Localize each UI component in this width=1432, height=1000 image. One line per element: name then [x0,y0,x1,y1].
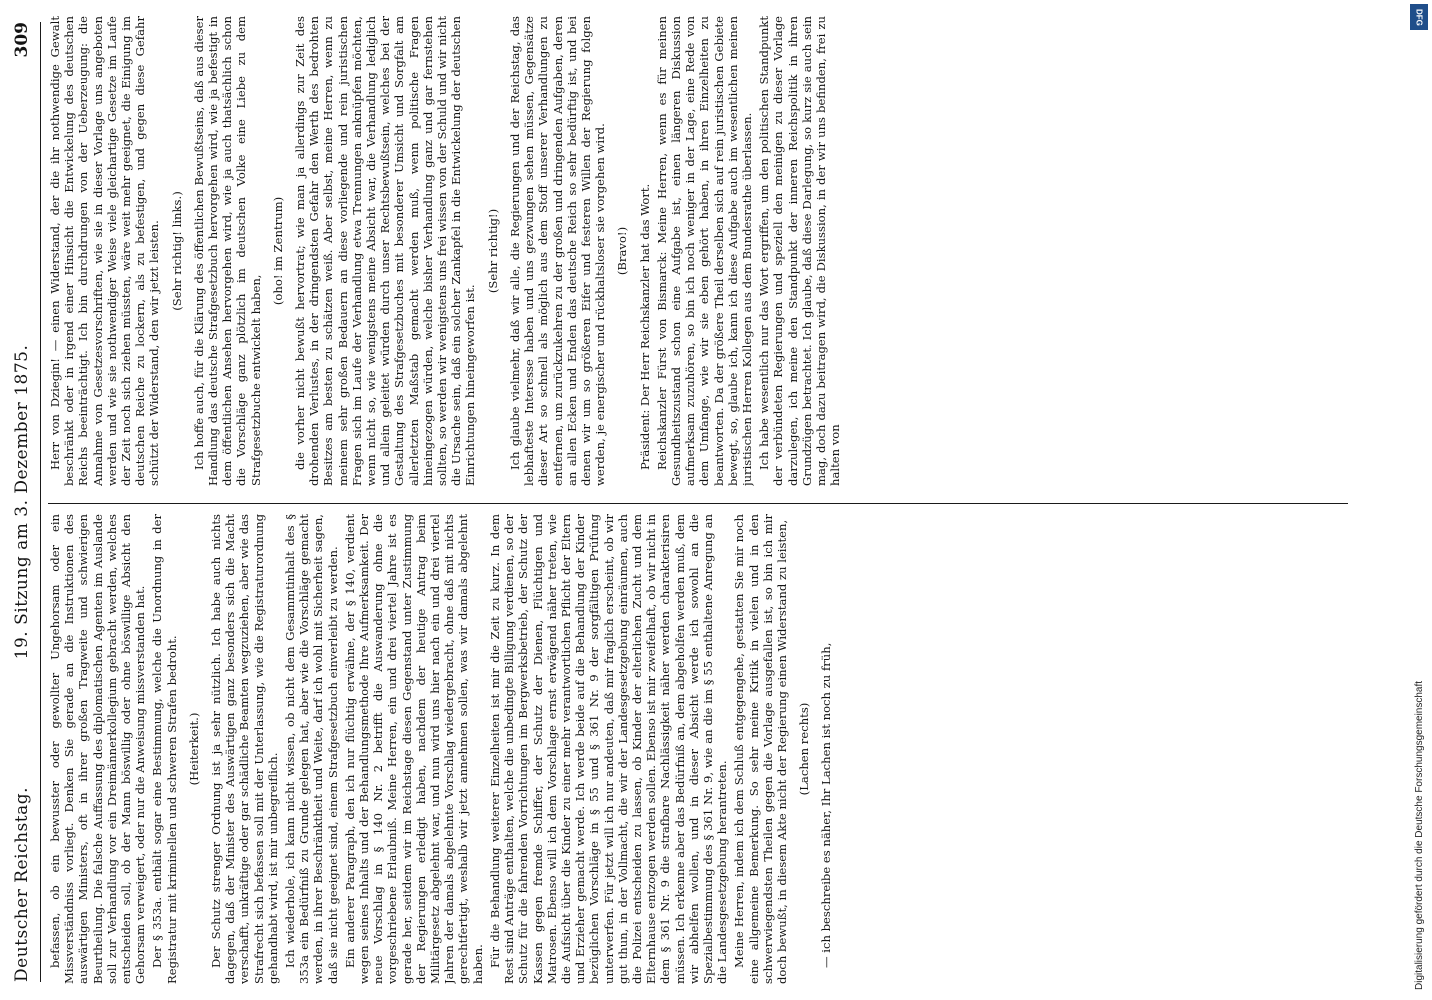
text-column-right [48,16,1348,486]
right-paragraph: Präsident: Der Herr Reichskanzler hat das Wort. [637,183,652,470]
header-session-date: 19. Sitzung am 3. Dezember 1875. [12,344,32,660]
right-paragraph: Ich glaube vielmehr, daß wir alle, die Regierungen und der Reichstag, das lebhafteste Interesse haben und uns gezwungen sehen müssen, Gegensätze dieser Art so schnell als möglich aus dem Stoff unserer Verhandlungen zu entfernen, um zurückzukehren zu der großen und dringenden Aufgaben, deren an allen Ecken und Enden das deutsche Reich so sehr bedürftig ist, und bei denen wir um so größeren Eifer und festeren Willen der Regierung folgen werden, je energischer und rückhaltsloser sie vorgehen wird. [507,16,608,486]
right-paragraph: Ich hoffe auch, für die Klärung des öffentlichen Bewußtseins, daß aus dieser Handlung das deutsche Strafgesetzbuch hervorgehen wird, wie ja befestigt in dem öffentlichen Ansehen hervorgehen wird, wie ja auch thatsächlich schon die Vorschläge ganz plötzlich im deutschen Volke eine Liebe zu dem Strafgesetzbuche entwickelt haben, [191,16,263,486]
left-paragraph: Für die Behandlung weiterer Einzelheiten ist mir die Zeit zu kurz. In dem Rest sind Anträge enthalten, welche die unbedingte Billigung verdienen, so der Schutz für die fahrenden Vorrichtungen im Bergwerksbetrieb, der Schutz der Kassen gegen fremde Schiffer, der Schutz der Dienen, Flüchtigen und Matrosen. Ebenso will ich dem Vorschlage ernst erwägend näher treten, wie die Aufsicht über die Kinder zu einer mehr verantwortlichen Pflicht der Eltern und Erzieher gemacht werde. Ich werde beide auf die Behandlung der Kinder bezüglichen Vorschläge in § 55 und § 361 Nr. 9 der sorgfältigen Prüfung unterwerfen. Für jetzt will ich nur andeuten, daß mir fraglich erscheint, ob wir gut thun, in der Vollmacht, die wir der Landesgesetzgebung einräumen, auch die Polizei entscheiden zu lassen, ob Kinder der elterlichen Zucht und dem Elternhause entzogen werden sollen. Ebenso ist mir zweifelhaft, ob wir nicht in dem § 361 Nr. 9 die strafbare Nachlässigkeit näher werden charakterisiren müssen. Ich erkenne aber das Bedürfniß an, dem abgeholfen werden muß, dem wir abhelfen wollen, und in dieser Absicht werde ich sowohl an die Spezialbestimmung des § 361 Nr. 9, wie an die im § 55 enthaltene Anregung an die Landesgesetzgebung herantreten. [487,514,730,984]
right-paragraph: Ich habe wesentlich nur das Wort ergriffen, um den politischen Standpunkt der verbündeten Regierungen und speziell den meinigen zu dieser Vorlage darzulegen, ich meine den Standpunkt der inneren Reichspolitik in ihren Grundzügen betrachtet. Ich glaube, daß diese Darlegung, so kurz sie auch sein mag, doch dazu beitragen wird, die Diskussion, in der wir uns befinden, frei zu halten von [757,16,843,486]
running-header [6,22,41,982]
left-interjection: (Lachen rechts) [797,702,812,796]
left-paragraph: Ein anderer Paragraph, den ich nur flüchtig erwähne, der § 140, verdient wegen seines Inhalts und der Behandlungsmethode Ihre Aufmerksamkeit. Der neue Vorschlag in § 140 Nr. 2 betrifft die Auswanderung ohne die vorgeschriebene Erlaubniß. Meine Herren, ein und drei viertel Jahre ist es gerade her, seitdem wir im Reichstage diesen Gegenstand unter Zustimmung der Regierungen erledigt haben, nachdem der heutige Antrag beim Militärgesetz abgelehnt war, und nun wird uns hier nach ein und drei viertel Jahren der damals abgelehnte Vorschlag wiedergebracht, ohne daß mit nichts gerechtfertigt, weshalb wir jetzt annehmen sollen, was wir damals abgelehnt haben. [342,514,485,984]
left-paragraph: Meine Herren, indem ich dem Schluß entgegengehe, gestatten Sie mir noch eine allgemeine Bemerkung. So sehr meine Kritik in vielen und in den schwerwiegendsten Theilen gegen die Vorlage ausgefallen ist, so bin ich mir doch bewußt, in diesem Akte nicht der Regierung einen Widerstand zu leisten, [732,514,789,984]
right-paragraph: Herr von Dziegin! — einen Widerstand, der die ihr nothwendige Gewalt beschränkt oder in irgend einer Hinsicht die Entwickelung des deutschen Reichs beeinträchtigt. Ich bin durchdrungen von der Ueberzeugung: die Annahme von Gesetzesvorschriften, wie sie in dieser Vorlage uns angeboten werden und wie sie nothwendiger Weise viele gleichartige Gesetze im Laufe der Zeit noch sich ziehen müssten, wäre weit mehr geeignet, die Einigung im deutschen Reiche zu lockern, als zu befestigen, und gegen diese Gefahr schützt der Widerstand, den wir jetzt leisten. [48,16,162,486]
right-interjection: (Sehr richtig! links.) [169,191,184,311]
credit-text: Digitalisierung gefördert durch die Deutsche Forschungsgemeinschaft [1414,680,1425,990]
left-paragraph: Ich wiederhole, ich kann nicht wissen, ob nicht dem Gesammtinhalt des § 353a ein Bedürfniß zu Grunde gelegen hat, aber wie die Vorschläge gemacht werden, in ihrer Beschränktheit und Weite, darf ich wohl mit Sicherheit sagen, daß sie nicht geeignet sind, einem Strafgesetzbuch einverleibt zu werden. [283,514,340,984]
column-divider [48,503,1348,504]
text-column-left [48,514,1348,984]
digitization-credit [1408,0,1430,1000]
left-paragraph: — ich beschreibe es näher, Ihr Lachen ist noch zu früh, [819,642,834,968]
right-paragraph: Reichskanzler Fürst von Bismarck: Meine Herren, wenn es für meinen Gesundheitszustand schon eine Aufgabe ist, einen längeren Diskussion aufmerksam zuzuhören, so bin ich noch weniger in der Lage, eine Rede von dem Umfange, wie wir sie eben gehört haben, in ihren Einzelheiten zu beantworten. Da der größere Theil derselben sich auf rein juristischen Gebiete bewegt, so, glaube ich, kann ich diese Aufgabe auch im wesentlichen meinen juristischen Herren Kollegen aus dem Bundesrathe überlassen. [654,16,754,486]
left-interjection: (Heiterkeit.) [186,712,201,786]
page-number: 309 [12,22,32,58]
left-paragraph: Der Schutz strenger Ordnung ist ja sehr nützlich. Ich habe auch nichts dagegen, daß der Minister des Auswärtigen ganz besonders sich die Macht verschafft, unkräftige oder gar schädliche Beamten wegzuziehen, aber wie das Strafrecht sich befassen soll mit der Unterlassung, wie die Registraturordnung gehandhabt wird, ist mir unbegreiflich. [209,514,280,984]
right-interjection: (oho! im Zentrum) [270,196,285,306]
right-paragraph: die vorher nicht bewußt hervortrat; wie man ja allerdings zur Zeit des drohenden Verlustes, in der dringendsten Gefahr den Werth des bedrohten Besitzes am besten zu schätzen weiß. Aber selbst, meine Herren, wenn zu meinem sehr großen Bedauern an diese vorliegende und rein juristischen Fragen sich im Laufe der Verhandlung etwa Trennungen anknüpfen möchten, wenn nicht so, wie wenigstens meine Absicht war, die Verhandlung lediglich und allein geleitet würden durch unser Rechtsbewußtsein, welches bei der Gestaltung des Strafgesetzbuches mit besonderer Umsicht und Sorgfalt am allerletzten Maßstab gemacht werden muß, wenn politische Fragen hineingezogen würden, welche bisher Verhandlung ganz und gar fernstehen sollten, so werden wir wenigstens uns frei wissen von der Schuld und wir nicht die Ursache sein, daß ein solcher Zankapfel in die Entwickelung der deutschen Einrichtungen hineingeworfen ist. [293,16,478,486]
header-publication: Deutscher Reichstag. [12,787,32,982]
left-paragraph: befassen, ob ein bewusster oder gewollter Ungehorsam oder ein Missverständniss vorliegt. Denken Sie gerade an die Instruktionen des auswärtigen Ministers, oft in ihrer großen Tragweite und schwierigen Beurtheilung. Die falsche Auffassung des diplomatischen Agenten im Auslande soll zur Verhandlung vor ein Dreimännerkollegium gebracht werden, welches entscheiden soll, ob der Mann böswillig oder ohne böswillige Absicht den Gehorsam verweigert, oder nur die Anweisung missverstanden hat. [48,514,148,984]
left-paragraph: Der § 353a. enthält sogar eine Bestimmung, welche die Unordnung in der Registratur mit kriminellen und schweren Strafen bedroht. [150,514,179,984]
right-interjection: (Sehr richtig!) [485,208,500,294]
right-interjection: (Bravo!) [615,226,630,276]
dfg-logo-icon: DFG [1410,4,1428,30]
